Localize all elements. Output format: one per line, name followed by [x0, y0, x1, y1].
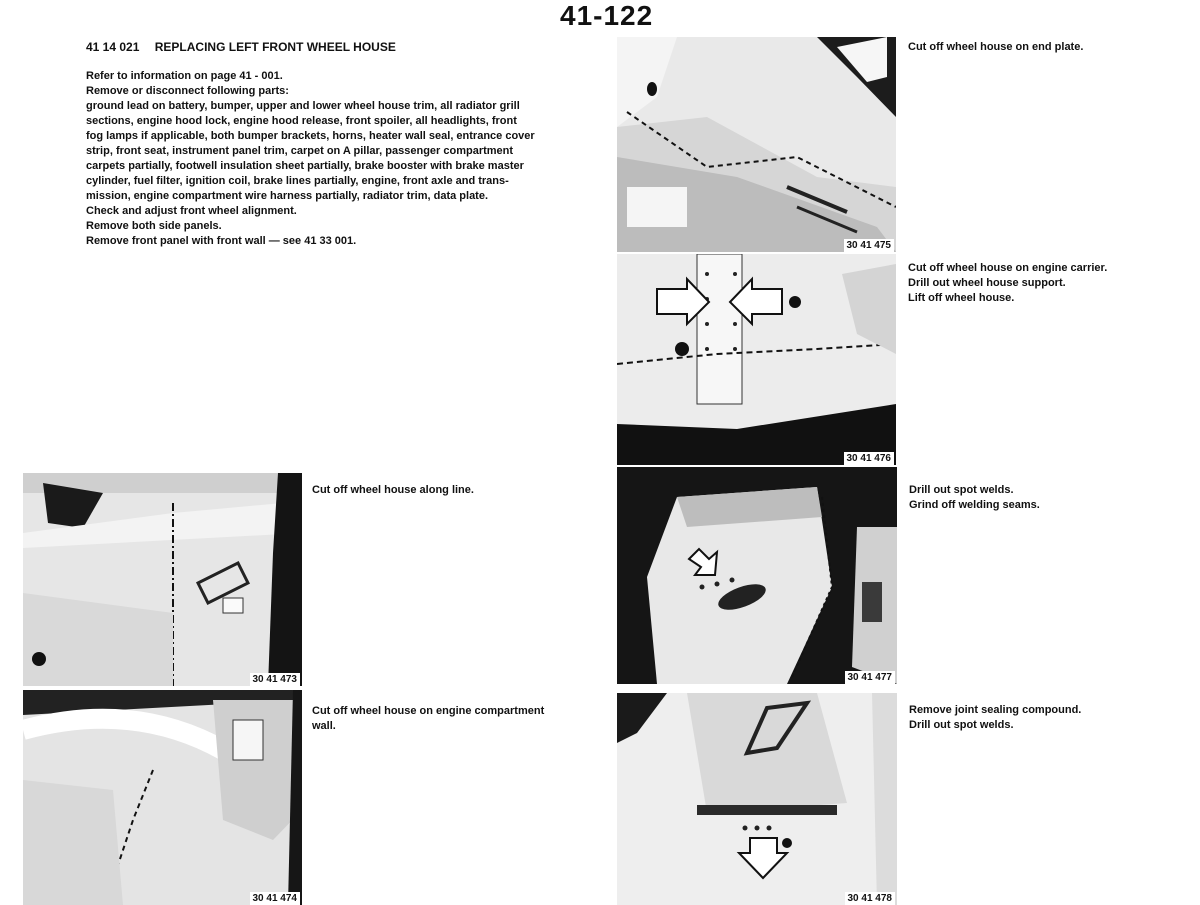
caption-line: Drill out spot welds.: [909, 484, 1014, 496]
page-number: 41-122: [560, 0, 654, 31]
caption-line: Lift off wheel house.: [908, 292, 1015, 304]
caption-line: Drill out wheel house support.: [908, 277, 1066, 289]
caption-along-line: [312, 483, 592, 498]
caption-line: Cut off wheel house on engine compartment: [312, 705, 545, 717]
intro-line: Refer to information on page 41 - 001.: [86, 70, 283, 82]
photo-id: 30 41 475: [844, 239, 895, 252]
photo-spot-welds: [617, 467, 897, 684]
caption-line: wall.: [312, 720, 336, 732]
section-title: [86, 40, 396, 54]
photo-id: 30 41 474: [250, 892, 301, 905]
intro-line: sections, engine hood lock, engine hood release, front spoiler, all headlights, front: [86, 115, 517, 127]
photo-id: 30 41 478: [845, 892, 896, 905]
intro-line: cylinder, fuel filter, ignition coil, brake lines partially, engine, front axle and trans-: [86, 175, 509, 187]
caption-engine-carrier: [908, 261, 1188, 306]
intro-line: Remove front panel with front wall — see 41 33 001.: [86, 235, 357, 247]
caption-line: Drill out spot welds.: [909, 719, 1014, 731]
photo-engine-compartment-wall: [23, 690, 302, 905]
photo-id: 30 41 476: [844, 452, 895, 465]
caption-line: Cut off wheel house on engine carrier.: [908, 262, 1108, 274]
section-heading: REPLACING LEFT FRONT WHEEL HOUSE: [154, 40, 396, 54]
intro-line: Check and adjust front wheel alignment.: [86, 205, 297, 217]
intro-line: carpets partially, footwell insulation sheet partially, brake booster with brake master: [86, 160, 524, 172]
photo-id: 30 41 473: [250, 673, 301, 686]
intro-line: mission, engine compartment wire harness partially, radiator trim, data plate.: [86, 190, 489, 202]
photo-joint-sealing: [617, 693, 897, 905]
intro-line: Remove both side panels.: [86, 220, 222, 232]
caption-engine-compartment-wall: [312, 704, 592, 734]
intro-line: Remove or disconnect following parts:: [86, 85, 289, 97]
photo-id: 30 41 477: [845, 671, 896, 684]
caption-spot-welds: [909, 483, 1189, 513]
photo-along-line: [23, 473, 302, 686]
caption-line: Grind off welding seams.: [909, 499, 1040, 511]
caption-joint-sealing: [909, 703, 1189, 733]
intro-line: fog lamps if applicable, both bumper brackets, horns, heater wall seal, entrance cover: [86, 130, 535, 142]
intro-line: ground lead on battery, bumper, upper and lower wheel house trim, all radiator grill: [86, 100, 520, 112]
caption-end-plate: [908, 40, 1188, 55]
caption-line: Cut off wheel house on end plate.: [908, 41, 1084, 53]
caption-line: Remove joint sealing compound.: [909, 704, 1082, 716]
caption-line: Cut off wheel house along line.: [312, 484, 474, 496]
section-code: 41 14 021: [86, 40, 140, 54]
photo-engine-carrier: [617, 254, 896, 465]
intro-line: strip, front seat, instrument panel trim, carpet on A pillar, passenger compartment: [86, 145, 514, 157]
photo-end-plate: [617, 37, 896, 252]
intro-text: [86, 69, 596, 249]
